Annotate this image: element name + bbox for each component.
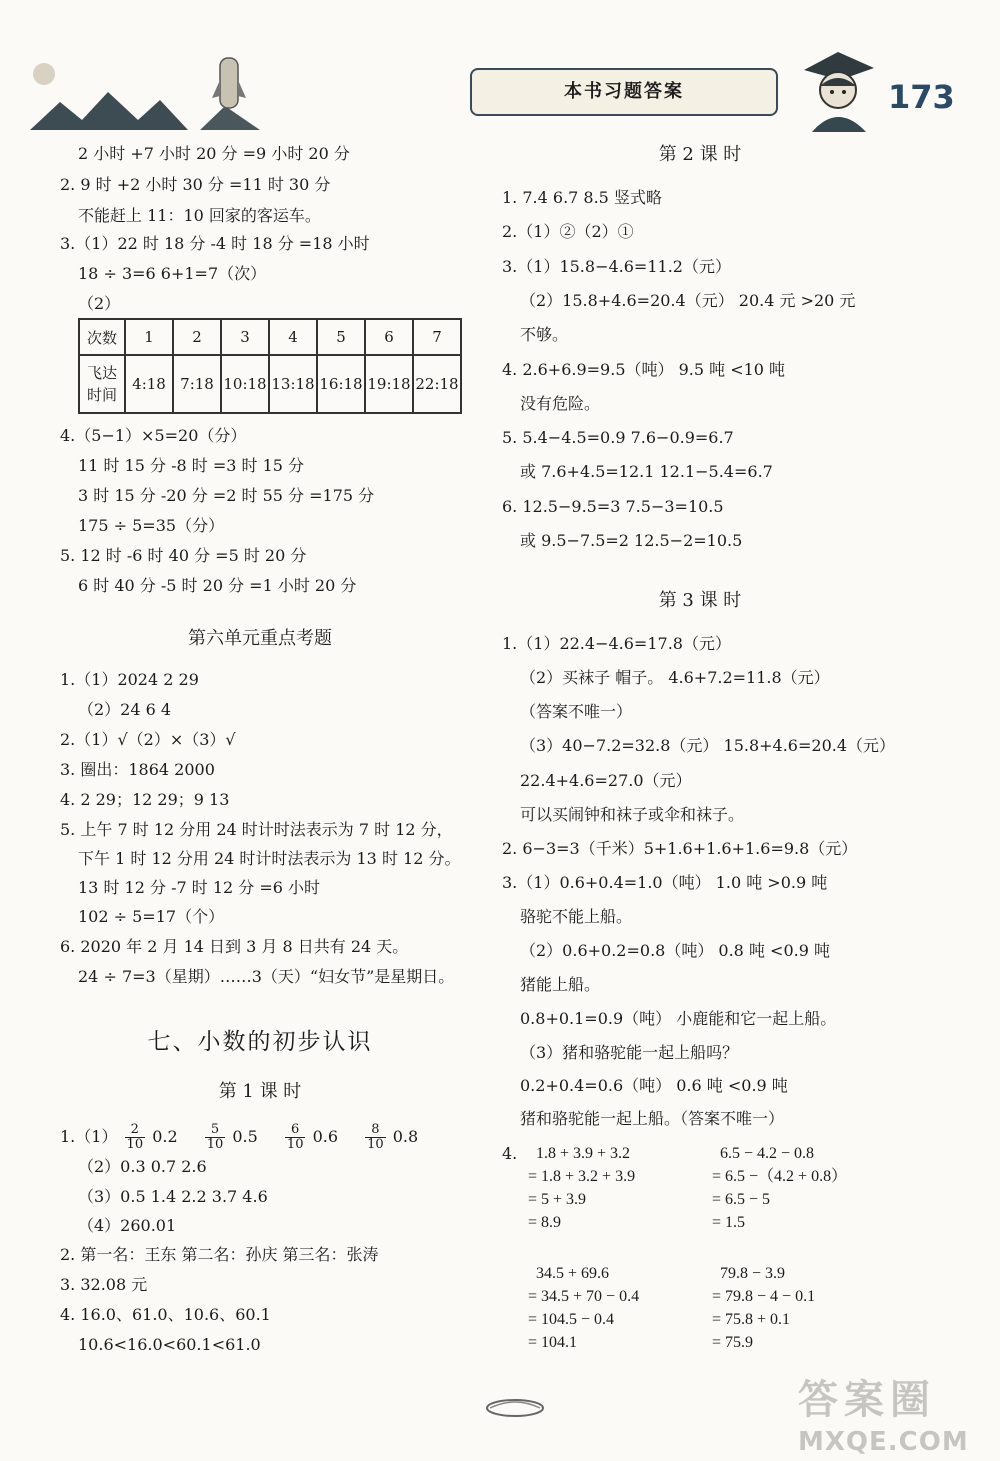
fraction: [205, 1123, 226, 1152]
decimal-value: 0.5: [232, 1127, 258, 1146]
answer-line: 可以买闹钟和袜子或伞和袜子。: [520, 805, 745, 824]
answer-line: 3. 32.08 元: [60, 1275, 148, 1294]
answer-line: 0.8+0.1=0.9（吨） 小鹿能和它一起上船。: [520, 1009, 837, 1028]
table-cell: 3: [221, 319, 269, 355]
denominator: 10: [206, 1137, 224, 1152]
fraction-answer-line: [60, 1122, 418, 1152]
answer-line: 2.（1）√（2）×（3）√: [60, 730, 236, 749]
answer-line: 2. 6−3=3（千米）5+1.6+1.6+1.6=9.8（元）: [502, 839, 858, 858]
answer-line: 2. 9 时 +2 小时 30 分 =11 时 30 分: [60, 175, 331, 194]
answer-line: 1. 7.4 6.7 8.5 竖式略: [502, 188, 662, 207]
table-cell: 10:18: [221, 355, 269, 413]
decimal-value: 0.2: [152, 1127, 178, 1146]
answer-line: 2.（1）②（2）①: [502, 222, 634, 241]
decimal-value: 0.6: [312, 1127, 339, 1146]
decimal-value: 0.8: [392, 1127, 419, 1146]
flight-schedule-table: [78, 318, 462, 414]
mountain-decoration: [20, 40, 280, 135]
answer-line: 3.（1）22 时 18 分 -4 时 18 分 =18 小时: [60, 234, 370, 253]
answer-line: 10.6<16.0<60.1<61.0: [78, 1335, 261, 1354]
answer-line: 猪和骆驼能一起上船。（答案不唯一）: [520, 1109, 785, 1128]
answer-line: 不能赶上 11：10 回家的客运车。: [78, 206, 321, 225]
table-header-cell: 飞达时间: [79, 355, 125, 413]
answer-line: 18 ÷ 3=6 6+1=7（次）: [78, 264, 267, 283]
answer-line: 6. 12.5−9.5=3 7.5−3=10.5: [502, 497, 724, 516]
footer-decoration: [480, 1392, 550, 1422]
answer-line: 1.（1）2024 2 29: [60, 670, 199, 689]
calculation-block: 79.8 − 3.9 = 79.8 − 4 − 0.1 = 75.8 + 0.1 = 75.9: [712, 1265, 816, 1351]
table-cell: 1: [125, 319, 173, 355]
answer-line: （2）买袜子 帽子。 4.6+7.2=11.8（元）: [520, 668, 830, 687]
answer-line: （2）: [78, 294, 121, 313]
answer-line: 骆驼不能上船。: [520, 907, 633, 926]
answer-line: 2 小时 +7 小时 20 分 =9 小时 20 分: [78, 144, 350, 163]
table-cell: 7: [413, 319, 461, 355]
table-cell: 22:18: [413, 355, 461, 413]
answer-line: 或 7.6+4.5=12.1 12.1−5.4=6.7: [520, 462, 773, 481]
answer-key-banner: [470, 68, 778, 116]
answer-line: 2. 第一名：王东 第二名：孙庆 第三名：张涛: [60, 1245, 379, 1264]
answer-line: 5. 12 时 -6 时 40 分 =5 时 20 分: [60, 546, 307, 565]
answer-line: （2）24 6 4: [78, 700, 172, 719]
table-cell: 19:18: [365, 355, 413, 413]
table-cell: 16:18: [317, 355, 365, 413]
calculation-block: 34.5 + 69.6 = 34.5 + 70 − 0.4 = 104.5 − 0.4 = 104.1: [528, 1265, 640, 1351]
answer-line: （3）40−7.2=32.8（元） 15.8+4.6=20.4（元）: [520, 736, 896, 755]
answer-line: （2）0.6+0.2=0.8（吨） 0.8 吨 <0.9 吨: [520, 941, 830, 960]
answer-line: 13 时 12 分 -7 时 12 分 =6 小时: [78, 878, 321, 897]
calculation-block: 6.5 − 4.2 − 0.8 = 6.5 −（4.2 + 0.8） = 6.5 − 5 = 1.5: [712, 1145, 848, 1231]
cartoon-character-illustration: [790, 40, 885, 135]
lesson-heading: 第 1 课 时: [218, 1081, 302, 1102]
answer-line: （2）15.8+4.6=20.4（元） 20.4 元 >20 元: [520, 291, 856, 310]
table-cell: 2: [173, 319, 221, 355]
page-number: 173: [888, 78, 955, 116]
answer-line: 0.2+0.4=0.6（吨） 0.6 吨 <0.9 吨: [520, 1076, 788, 1095]
answer-line: （2）0.3 0.7 2.6: [78, 1157, 207, 1176]
banner-title: 本书习题答案: [564, 81, 684, 102]
question-prefix: 1.（1）: [60, 1127, 118, 1146]
answer-line: 24 ÷ 7=3（星期）……3（天）“妇女节”是星期日。: [78, 967, 455, 986]
chapter-title: 七、小数的初步认识: [147, 1029, 373, 1055]
answer-line: 6 时 40 分 -5 时 20 分 =1 小时 20 分: [78, 576, 357, 595]
answer-line: 或 9.5−7.5=2 12.5−2=10.5: [520, 531, 743, 550]
answer-line: 11 时 15 分 -8 时 =3 时 15 分: [78, 456, 305, 475]
fraction: [125, 1123, 146, 1152]
answer-line: 3.（1）0.6+0.4=1.0（吨） 1.0 吨 >0.9 吨: [502, 873, 828, 892]
answer-line: 没有危险。: [520, 394, 601, 413]
answer-line: （4）260.01: [78, 1216, 177, 1235]
answer-line: 4.（5−1）×5=20（分）: [60, 426, 247, 445]
table-cell: 7:18: [173, 355, 221, 413]
watermark-url: MXQE.COM: [798, 1427, 969, 1457]
fraction: [285, 1123, 306, 1152]
answer-line: 175 ÷ 5=35（分）: [78, 516, 225, 535]
table-header-cell: 次数: [79, 319, 125, 355]
lesson-heading: 第 3 课 时: [658, 590, 742, 611]
denominator: 10: [367, 1137, 384, 1152]
question-number: 4.: [502, 1144, 518, 1163]
table-cell: 5: [317, 319, 365, 355]
answer-line: 4. 2 29；12 29；9 13: [60, 790, 230, 809]
numerator: 5: [205, 1123, 226, 1138]
numerator: 8: [365, 1123, 386, 1138]
answer-line: 下午 1 时 12 分用 24 时计时法表示为 13 时 12 分。: [78, 849, 461, 868]
table-cell: 4:18: [125, 355, 173, 413]
table-cell: 13:18: [269, 355, 317, 413]
denominator: 10: [286, 1137, 304, 1152]
answer-line: 5. 上午 7 时 12 分用 24 时计时法表示为 7 时 12 分，: [60, 820, 453, 839]
calculation-block: 1.8 + 3.9 + 3.2 = 1.8 + 3.2 + 3.9 = 5 + 3.9 = 8.9: [528, 1145, 636, 1231]
watermark: [798, 1368, 969, 1457]
answer-line: （3）猪和骆驼能一起上船吗？: [520, 1043, 739, 1062]
answer-line: （答案不唯一）: [520, 702, 633, 721]
answer-line: 5. 5.4−4.5=0.9 7.6−0.9=6.7: [502, 428, 734, 447]
answer-line: 102 ÷ 5=17（个）: [78, 907, 225, 926]
answer-line: 4. 2.6+6.9=9.5（吨） 9.5 吨 <10 吨: [502, 360, 786, 379]
lesson-heading: 第 2 课 时: [658, 144, 742, 165]
answer-line: 3 时 15 分 -20 分 =2 时 55 分 =175 分: [78, 486, 375, 505]
answer-line: （3）0.5 1.4 2.2 3.7 4.6: [78, 1187, 268, 1206]
table-cell: 4: [269, 319, 317, 355]
fraction: [365, 1123, 386, 1152]
table-cell: 6: [365, 319, 413, 355]
answer-line: 3.（1）15.8−4.6=11.2（元）: [502, 257, 731, 276]
section-heading: 第六单元重点考题: [188, 628, 332, 649]
denominator: 10: [126, 1137, 144, 1152]
watermark-logo-text: 答案圈: [798, 1377, 936, 1423]
answer-line: 6. 2020 年 2 月 14 日到 3 月 8 日共有 24 天。: [60, 937, 409, 956]
answer-line: 猪能上船。: [520, 975, 601, 994]
answer-line: 1.（1）22.4−4.6=17.8（元）: [502, 634, 731, 653]
numerator: 6: [285, 1123, 306, 1138]
answer-line: 4. 16.0、61.0、10.6、60.1: [60, 1305, 271, 1324]
answer-line: 3. 圈出：1864 2000: [60, 760, 215, 779]
numerator: 2: [125, 1123, 146, 1138]
answer-line: 22.4+4.6=27.0（元）: [520, 771, 692, 790]
answer-line: 不够。: [520, 325, 569, 344]
